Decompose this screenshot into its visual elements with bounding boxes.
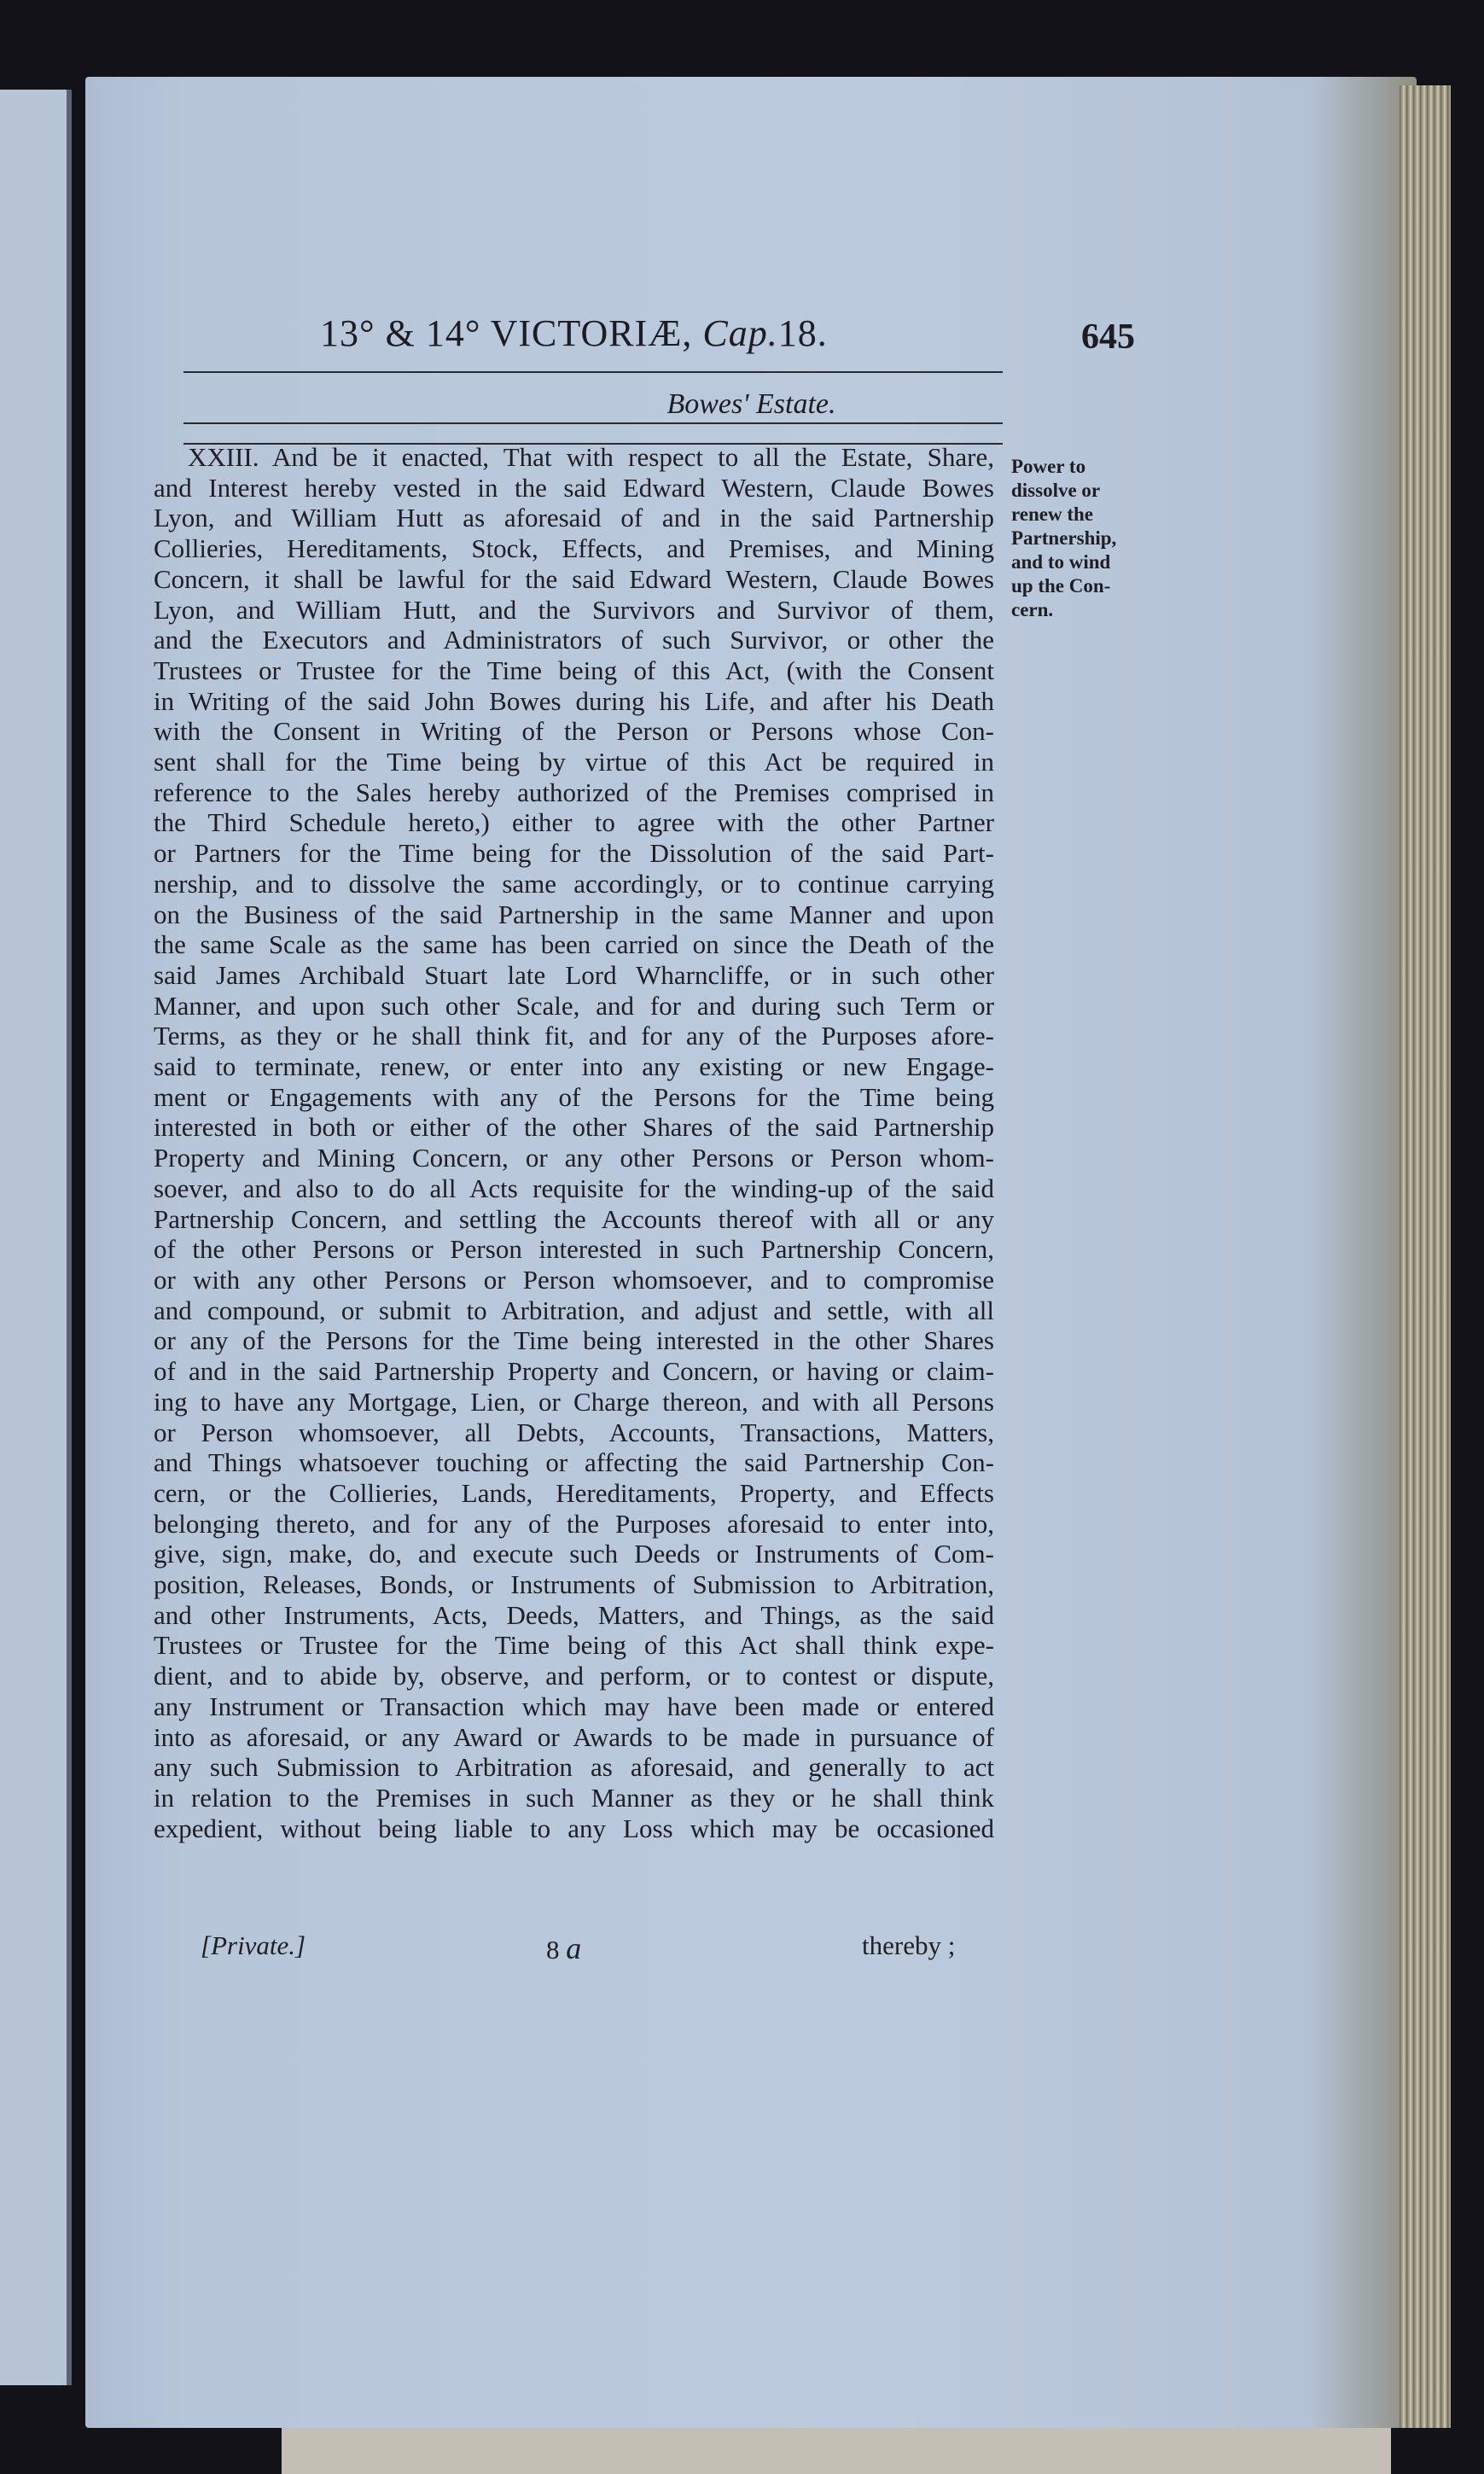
marginal-note (1011, 455, 1135, 622)
text-line: dient, and to abide by, observe, and perform, or to contest or dispute, (154, 1661, 994, 1691)
section-subtitle: Bowes' Estate. (666, 388, 836, 420)
text-line: in relation to the Premises in such Manner as they or he shall think (154, 1782, 994, 1813)
text-line: the same Scale as the same has been carried on since the Death of the (154, 929, 994, 960)
text-line: of the other Persons or Person interested in such Partnership Concern, (154, 1234, 994, 1265)
text-line: Property and Mining Concern, or any other Persons or Person whom- (154, 1143, 994, 1173)
text-line: cern, or the Collieries, Lands, Hereditaments, Property, and Effects (154, 1477, 994, 1508)
private-marker: [Private.] (201, 1930, 306, 1960)
text-line: or Person whomsoever, all Debts, Accounts, Transactions, Matters, (154, 1417, 994, 1447)
text-line: and the Executors and Administrators of such Survivor, or other the (154, 625, 994, 655)
text-line: sent shall for the Time being by virtue of this Act be required in (154, 747, 994, 777)
header-rule-top (183, 371, 1003, 373)
text-line: and compound, or submit to Arbitration, and adjust and settle, with all (154, 1295, 994, 1325)
marginal-note-line: Partnership, (1011, 527, 1117, 549)
text-line: or any of the Persons for the Time being interested in the other Shares (154, 1325, 994, 1356)
text-line: reference to the Sales hereby authorized of the Premises comprised in (154, 777, 994, 807)
underlying-page (282, 2428, 1391, 2474)
text-line: and Interest hereby vested in the said Edward Western, Claude Bowes (154, 472, 994, 503)
text-line: or with any other Persons or Person whomsoever, and to compromise (154, 1264, 994, 1295)
marginal-note-line: renew the (1011, 504, 1094, 525)
text-line: Terms, as they or he shall think fit, and for any of the Purposes afore- (154, 1021, 994, 1051)
text-line: said to terminate, renew, or enter into any existing or new Engage- (154, 1051, 994, 1082)
text-line: Trustees or Trustee for the Time being of this Act, (with the Consent (154, 655, 994, 685)
text-line: the Third Schedule hereto,) either to agree with the other Partner (154, 807, 994, 838)
text-line: on the Business of the said Partnership in the same Manner and upon (154, 899, 994, 929)
text-line: Partnership Concern, and settling the Accounts thereof with all or any (154, 1203, 994, 1234)
text-line: Concern, it shall be lawful for the said Edward Western, Claude Bowes (154, 563, 994, 594)
text-line: Lyon, and William Hutt, and the Survivors and Survivor of them, (154, 594, 994, 625)
text-line: give, sign, make, do, and execute such Deeds or Instruments of Com- (154, 1539, 994, 1569)
text-line: expedient, without being liable to any Loss which may be occasioned (154, 1813, 994, 1843)
text-line: said James Archibald Stuart late Lord Wharncliffe, or in such other (154, 959, 994, 990)
text-line: ing to have any Mortgage, Lien, or Charge thereon, and with all Persons (154, 1386, 994, 1417)
marginal-note-line: up the Con- (1011, 575, 1111, 597)
section-body (154, 442, 994, 1843)
marginal-note-line: and to wind (1011, 551, 1111, 573)
text-line: and other Instruments, Acts, Deeds, Matters, and Things, as the said (154, 1599, 994, 1630)
header-rule-bottom (183, 422, 1003, 424)
marginal-note-line: dissolve or (1011, 480, 1101, 501)
text-line: or Partners for the Time being for the Dissolution of the said Part- (154, 838, 994, 869)
catchword: thereby ; (862, 1930, 956, 1960)
marginal-note-line: cern. (1011, 599, 1054, 620)
text-line: soever, and also to do all Acts requisite for the winding-up of the said (154, 1173, 994, 1203)
text-line: nership, and to dissolve the same accordingly, or to continue carrying (154, 868, 994, 899)
page-number: 645 (1081, 317, 1135, 357)
facing-page-edge (0, 90, 72, 2385)
text-line: any Instrument or Transaction which may have been made or entered (154, 1691, 994, 1721)
text-line: position, Releases, Bonds, or Instruments of Submission to Arbitration, (154, 1569, 994, 1600)
text-line: in Writing of the said John Bowes during his Life, and after his Death (154, 685, 994, 716)
text-line: ment or Engagements with any of the Persons for the Time being (154, 1081, 994, 1112)
running-head: 13° & 14° VICTORIÆ, Cap.18. (320, 312, 828, 354)
text-line: into as aforesaid, or any Award or Awards to be made in pursuance of (154, 1721, 994, 1752)
text-line: Trustees or Trustee for the Time being of this Act shall think expe- (154, 1630, 994, 1661)
text-line: of and in the said Partnership Property and Concern, or having or claim- (154, 1356, 994, 1387)
text-line: Lyon, and William Hutt as aforesaid of and in the said Partnership (154, 503, 994, 533)
text-line: Manner, and upon such other Scale, and for and during such Term or (154, 990, 994, 1021)
page-block-edge (1400, 85, 1451, 2428)
text-line: any such Submission to Arbitration as aforesaid, and generally to act (154, 1752, 994, 1783)
page-footer (201, 1930, 969, 1965)
signature-mark: 8 a (546, 1931, 582, 1965)
text-line: Collieries, Hereditaments, Stock, Effects, and Premises, and Mining (154, 533, 994, 564)
marginal-note-line: Power to (1011, 456, 1086, 477)
page-header (179, 311, 1144, 380)
text-line: interested in both or either of the other Shares of the said Partnership (154, 1112, 994, 1143)
text-line: and Things whatsoever touching or affecting the said Partnership Con- (154, 1447, 994, 1478)
text-line: belonging thereto, and for any of the Purposes aforesaid to enter into, (154, 1508, 994, 1539)
text-line: with the Consent in Writing of the Person or Persons whose Con- (154, 716, 994, 747)
text-line: XXIII. And be it enacted, That with respect to all the Estate, Share, (188, 442, 994, 472)
